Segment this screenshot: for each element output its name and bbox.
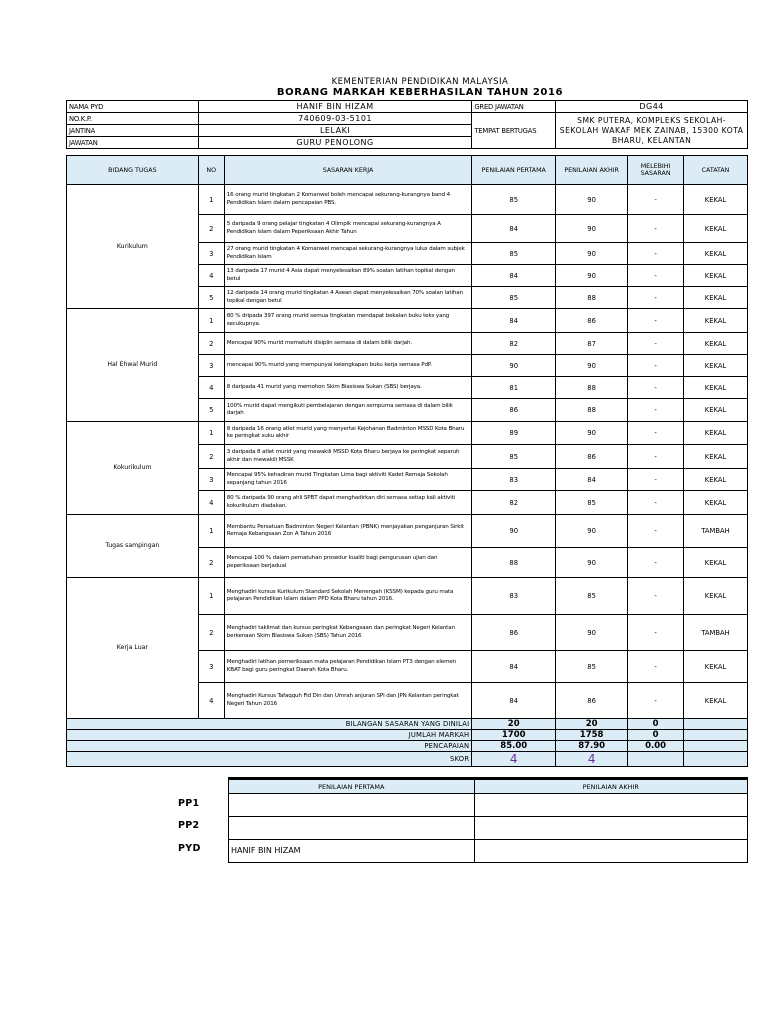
gred-label: GRED JAWATAN (472, 101, 556, 113)
jantina-label: JANTINA (67, 125, 199, 137)
ministry-heading: KEMENTERIAN PENDIDIKAN MALAYSIA (331, 77, 509, 87)
summary-p2-value: 20 (556, 719, 628, 730)
catatan-value: KEKAL (684, 287, 748, 309)
pp1-pertama-cell[interactable] (229, 794, 475, 817)
col-bidang-header: BIDANG TUGAS (67, 156, 199, 185)
table-row (67, 515, 748, 548)
pp1-akhir-cell[interactable] (474, 794, 747, 817)
signoff-pertama-header: PENILAIAN PERTAMA (229, 779, 475, 794)
summary-lebih-value: 0.00 (628, 741, 684, 752)
melebihi-value: - (628, 422, 684, 445)
row-number: 3 (198, 243, 224, 265)
summary-empty-cell (684, 752, 748, 767)
col-no-header: NO (198, 156, 224, 185)
catatan-value: KEKAL (684, 265, 748, 287)
melebihi-value: - (628, 683, 684, 719)
summary-p2-value: 87.90 (556, 741, 628, 752)
row-number: 4 (198, 683, 224, 719)
penilaian-akhir-value: 90 (556, 355, 628, 377)
penilaian-akhir-value: 85 (556, 491, 628, 515)
sasaran-text: Membantu Persatuan Badminton Negeri Kelantan (PBNK) menjayakan penganjuran Sirkit Remaja Kebangsaan Zon A Tahun 2016 (224, 515, 472, 548)
penilaian-akhir-value: 86 (556, 683, 628, 719)
penilaian-akhir-value: 88 (556, 399, 628, 422)
melebihi-value: - (628, 615, 684, 651)
sasaran-text: 8 daripada 41 murid yang memohon Skim Biasiswa Sukan (SBS) berjaya. (224, 377, 472, 399)
catatan-value: KEKAL (684, 578, 748, 615)
summary-empty-cell (684, 730, 748, 741)
signoff-akhir-header: PENILAIAN AKHIR (474, 779, 747, 794)
penilaian-pertama-value: 84 (472, 215, 556, 243)
staff-info-table (66, 100, 748, 149)
melebihi-value: - (628, 185, 684, 215)
tempat-value: SMK PUTERA, KOMPLEKS SEKOLAH-SEKOLAH WAKAF MEK ZAINAB, 15300 KOTA BHARU, KELANTAN (556, 113, 748, 149)
melebihi-value: - (628, 309, 684, 333)
catatan-value: KEKAL (684, 445, 748, 469)
sasaran-text: 80 % dripada 397 orang murid semua tingkatan mendapat bekalan buku teks yang secukupnya. (224, 309, 472, 333)
gred-value: DG44 (556, 101, 748, 113)
summary-body (67, 719, 748, 767)
catatan-value: TAMBAH (684, 615, 748, 651)
row-number: 1 (198, 578, 224, 615)
col-sasaran-header: SASARAN KERJA (224, 156, 472, 185)
penilaian-akhir-value: 88 (556, 377, 628, 399)
penilaian-pertama-value: 82 (472, 491, 556, 515)
sasaran-text: Menghadiri Kursus Tafaqquh Fid Din dan Umrah anjuran SPI dan JPN Kelantan peringkat Negeri Tahun 2016 (224, 683, 472, 719)
summary-lebih-value: 0 (628, 730, 684, 741)
penilaian-akhir-value: 88 (556, 287, 628, 309)
melebihi-value: - (628, 445, 684, 469)
penilaian-akhir-value: 90 (556, 422, 628, 445)
bidang-tugas-cell: Kokurikulum (67, 422, 199, 515)
row-number: 2 (198, 215, 224, 243)
catatan-value: KEKAL (684, 333, 748, 355)
catatan-value: KEKAL (684, 422, 748, 445)
melebihi-value: - (628, 215, 684, 243)
catatan-value: KEKAL (684, 377, 748, 399)
penilaian-pertama-value: 88 (472, 548, 556, 578)
catatan-value: TAMBAH (684, 515, 748, 548)
sasaran-text: 3 daripada 8 atlet murid yang mewakili MSSD Kota Bharu berjaya ke peringkat separuh akhir dan mewakili MSSK (224, 445, 472, 469)
table-row (67, 422, 748, 445)
targets-body (67, 185, 748, 719)
catatan-value: KEKAL (684, 215, 748, 243)
penilaian-pertama-value: 82 (472, 333, 556, 355)
melebihi-value: - (628, 469, 684, 491)
sasaran-text: Mencapai 95% kehadiran murid Tingkatan Lima bagi aktiviti Kadet Remaja Sekolah sepanjang tahun 2016 (224, 469, 472, 491)
penilaian-akhir-value: 87 (556, 333, 628, 355)
penilaian-pertama-value: 85 (472, 185, 556, 215)
penilaian-akhir-value: 86 (556, 445, 628, 469)
catatan-value: KEKAL (684, 651, 748, 683)
catatan-value: KEKAL (684, 469, 748, 491)
summary-row (67, 730, 748, 741)
melebihi-value: - (628, 515, 684, 548)
signoff-table (228, 777, 748, 863)
sasaran-text: Menghadiri kursus Kurikulum Standard Sekolah Menengah (KSSM) kepada guru mata pelajaran Pendidikan Islam dalam PPD Kota Bharu tahun 2016. (224, 578, 472, 615)
pyd-akhir-cell[interactable] (474, 840, 747, 863)
penilaian-akhir-value: 90 (556, 185, 628, 215)
jawatan-label: JAWATAN (67, 137, 199, 149)
summary-empty-cell (684, 719, 748, 730)
penilaian-akhir-value: 90 (556, 265, 628, 287)
melebihi-value: - (628, 651, 684, 683)
catatan-value: KEKAL (684, 309, 748, 333)
catatan-value: KEKAL (684, 491, 748, 515)
col-melebihi-header: MELEBIHI SASARAN (628, 156, 684, 185)
row-number: 5 (198, 399, 224, 422)
row-number: 4 (198, 265, 224, 287)
melebihi-value: - (628, 355, 684, 377)
pp2-label: PP2 (178, 820, 200, 831)
penilaian-pertama-value: 85 (472, 287, 556, 309)
penilaian-pertama-value: 90 (472, 515, 556, 548)
penilaian-akhir-value: 84 (556, 469, 628, 491)
pp2-pertama-cell[interactable] (229, 817, 475, 840)
penilaian-pertama-value: 86 (472, 615, 556, 651)
catatan-value: KEKAL (684, 355, 748, 377)
summary-p2-value: 1758 (556, 730, 628, 741)
penilaian-pertama-value: 86 (472, 399, 556, 422)
penilaian-pertama-value: 84 (472, 309, 556, 333)
penilaian-akhir-value: 85 (556, 651, 628, 683)
row-number: 1 (198, 185, 224, 215)
row-number: 1 (198, 515, 224, 548)
signoff-row-pyd (229, 840, 748, 863)
summary-p2-value: 4 (556, 752, 628, 767)
info-row-nama (67, 101, 748, 113)
summary-p1-value: 1700 (472, 730, 556, 741)
row-number: 1 (198, 309, 224, 333)
row-number: 4 (198, 377, 224, 399)
melebihi-value: - (628, 548, 684, 578)
penilaian-pertama-value: 89 (472, 422, 556, 445)
pp1-label: PP1 (178, 798, 200, 809)
info-row-nokp (67, 113, 748, 125)
summary-lebih-value: 0 (628, 719, 684, 730)
signoff-row-pp1 (229, 794, 748, 817)
melebihi-value: - (628, 243, 684, 265)
bidang-tugas-cell: Hal Ehwal Murid (67, 309, 199, 422)
melebihi-value: - (628, 399, 684, 422)
penilaian-akhir-value: 90 (556, 548, 628, 578)
col-akhir-header: PENILAIAN AKHIR (556, 156, 628, 185)
sasaran-text: 5 daripada 9 orang pelajar tingkatan 4 Olimpik mencapai sekurang-kurangnya A Pendidikan Islam dalam Peperiksaan Akhir Tahun (224, 215, 472, 243)
catatan-value: KEKAL (684, 185, 748, 215)
melebihi-value: - (628, 287, 684, 309)
sasaran-text: 13 daripada 17 murid 4 Asia dapat menyelesaikan 89% soalan latihan topikal dengan betul (224, 265, 472, 287)
summary-row (67, 741, 748, 752)
bidang-tugas-cell: Tugas sampingan (67, 515, 199, 578)
penilaian-pertama-value: 90 (472, 355, 556, 377)
targets-table (66, 155, 748, 767)
nama-pyd-label: NAMA PYD (67, 101, 199, 113)
catatan-value: KEKAL (684, 243, 748, 265)
row-number: 3 (198, 355, 224, 377)
summary-label: PENCAPAIAN (67, 741, 472, 752)
form-title: BORANG MARKAH KEBERHASILAN TAHUN 2016 (276, 87, 564, 98)
melebihi-value: - (628, 491, 684, 515)
row-number: 3 (198, 651, 224, 683)
summary-row (67, 752, 748, 767)
col-pertama-header: PENILAIAN PERTAMA (472, 156, 556, 185)
jantina-value: LELAKI (198, 125, 472, 137)
pyd-label: PYD (178, 843, 201, 854)
sasaran-text: 16 orang murid tingkatan 2 Komanwel boleh mencapai sekurang-kurangnya band 4 Pendidikan Islam dalam pencapaian PBS. (224, 185, 472, 215)
summary-row (67, 719, 748, 730)
penilaian-pertama-value: 83 (472, 469, 556, 491)
sasaran-text: Menghadiri taklimat dan kursus peringkat Kebangsaan dan peringkat Negeri Kelantan berkenaan Skim Biasiswa Sukan (SBS) Tahun 2016 (224, 615, 472, 651)
bidang-tugas-cell: Kurikulum (67, 185, 199, 309)
catatan-value: KEKAL (684, 399, 748, 422)
melebihi-value: - (628, 377, 684, 399)
row-number: 1 (198, 422, 224, 445)
penilaian-akhir-value: 85 (556, 578, 628, 615)
melebihi-value: - (628, 578, 684, 615)
tempat-label: TEMPAT BERTUGAS (472, 113, 556, 149)
penilaian-pertama-value: 81 (472, 377, 556, 399)
table-header-row (67, 156, 748, 185)
table-row (67, 578, 748, 615)
penilaian-pertama-value: 83 (472, 578, 556, 615)
sasaran-text: mencapai 90% murid yang mempunyai kelengkapan buku kerja semasa PdP. (224, 355, 472, 377)
catatan-value: KEKAL (684, 548, 748, 578)
row-number: 2 (198, 333, 224, 355)
summary-empty-cell (684, 741, 748, 752)
sasaran-text: 8 daripada 16 orang atlet murid yang menyertai Kejohanan Badminton MSSD Kota Bharu ke peringkat suku akhir (224, 422, 472, 445)
row-number: 2 (198, 615, 224, 651)
sasaran-text: 100% murid dapat mengikuti pembelajaran dengan sempurna semasa di dalam bilik darjah (224, 399, 472, 422)
jawatan-value: GURU PENOLONG (198, 137, 472, 149)
penilaian-pertama-value: 85 (472, 243, 556, 265)
sasaran-text: Menghadiri latihan pemeriksaan mata pelajaran Pendidikan Islam PT3 dengan elemen KBAT bagi guru peringkat Daerah Kota Bharu. (224, 651, 472, 683)
catatan-value: KEKAL (684, 683, 748, 719)
summary-label: SKOR (67, 752, 472, 767)
row-number: 4 (198, 491, 224, 515)
penilaian-akhir-value: 90 (556, 515, 628, 548)
sasaran-text: Mencapai 90% murid mematuhi disiplin semasa di dalam bilik darjah. (224, 333, 472, 355)
pyd-name-cell: HANIF BIN HIZAM (229, 840, 475, 863)
melebihi-value: - (628, 265, 684, 287)
table-row (67, 185, 748, 215)
signoff-header-row (229, 779, 748, 794)
pp2-akhir-cell[interactable] (474, 817, 747, 840)
sasaran-text: 27 orang murid tingkatan 4 Komanwel mencapai sekurang-kurangnya lulus dalam subjek Pendidikan Islam (224, 243, 472, 265)
penilaian-akhir-value: 90 (556, 615, 628, 651)
summary-p1-value: 4 (472, 752, 556, 767)
row-number: 5 (198, 287, 224, 309)
bidang-tugas-cell: Kerja Luar (67, 578, 199, 719)
summary-label: JUMLAH MARKAH (67, 730, 472, 741)
row-number: 2 (198, 548, 224, 578)
penilaian-akhir-value: 90 (556, 243, 628, 265)
summary-label: BILANGAN SASARAN YANG DINILAI (67, 719, 472, 730)
penilaian-pertama-value: 85 (472, 445, 556, 469)
penilaian-pertama-value: 84 (472, 265, 556, 287)
table-row (67, 309, 748, 333)
melebihi-value: - (628, 333, 684, 355)
nokp-label: NO.K.P. (67, 113, 199, 125)
sasaran-text: Mencapai 100 % dalam pematuhan prosedur kualiti bagi pengurusan ujian dan peperiksaan berjadual (224, 548, 472, 578)
sasaran-text: 12 daripada 14 orang murid tingkatan 4 Asean dapat menyelesaikan 70% soalan latihan topikal dengan betul (224, 287, 472, 309)
nama-pyd-value: HANIF BIN HIZAM (198, 101, 472, 113)
summary-p1-value: 85.00 (472, 741, 556, 752)
row-number: 2 (198, 445, 224, 469)
penilaian-pertama-value: 84 (472, 651, 556, 683)
sasaran-text: 80 % daripada 90 orang ahli SPBT dapat menghadirkan diri semasa setiap kali aktiviti kokurikulum diadakan. (224, 491, 472, 515)
col-catatan-header: CATATAN (684, 156, 748, 185)
penilaian-akhir-value: 86 (556, 309, 628, 333)
penilaian-akhir-value: 90 (556, 215, 628, 243)
summary-p1-value: 20 (472, 719, 556, 730)
row-number: 3 (198, 469, 224, 491)
summary-lebih-value (628, 752, 684, 767)
nokp-value: 740609-03-5101 (198, 113, 472, 125)
penilaian-pertama-value: 84 (472, 683, 556, 719)
signoff-row-pp2 (229, 817, 748, 840)
